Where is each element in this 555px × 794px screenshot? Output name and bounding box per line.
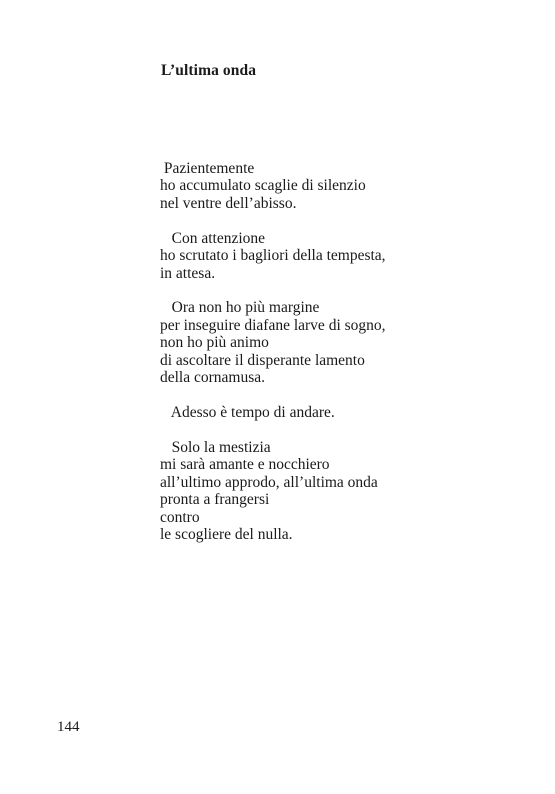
poem-line: pronta a frangersi (160, 491, 270, 509)
poem-line: della cornamusa. (160, 369, 266, 387)
poem-line: all’ultimo approdo, all’ultima onda (160, 473, 378, 491)
poem-title: L’ultima onda (161, 62, 257, 79)
poem-line: Ora non ho più margine (160, 299, 320, 317)
poem-line: per inseguire diafane larve di sogno, (160, 316, 386, 334)
poem-line: di ascoltare il disperante lamento (160, 351, 365, 369)
poem-body (160, 160, 540, 561)
stanza-5 (160, 439, 540, 543)
poem-line: le scogliere del nulla. (160, 525, 293, 543)
stanza-1 (160, 160, 540, 212)
poem-line: ho accumulato scaglie di silenzio (160, 177, 366, 195)
poem-line: Con attenzione (160, 229, 266, 247)
poem-line: Solo la mestizia (160, 438, 271, 456)
poem-line: in attesa. (160, 264, 216, 282)
page-number: 144 (57, 719, 80, 735)
stanza-2 (160, 230, 540, 282)
poem-line: Adesso è tempo di andare. (160, 403, 335, 421)
poem-line: contro (160, 508, 200, 526)
stanza-3 (160, 299, 540, 386)
stanza-4 (160, 404, 540, 421)
poem-line: mi sarà amante e nocchiero (160, 456, 330, 474)
poem-line: Pazientemente (160, 160, 255, 177)
poem-line: nel ventre dell’abisso. (160, 194, 297, 212)
poem-line: ho scrutato i bagliori della tempesta, (160, 247, 386, 265)
poem-line: non ho più animo (160, 334, 269, 352)
